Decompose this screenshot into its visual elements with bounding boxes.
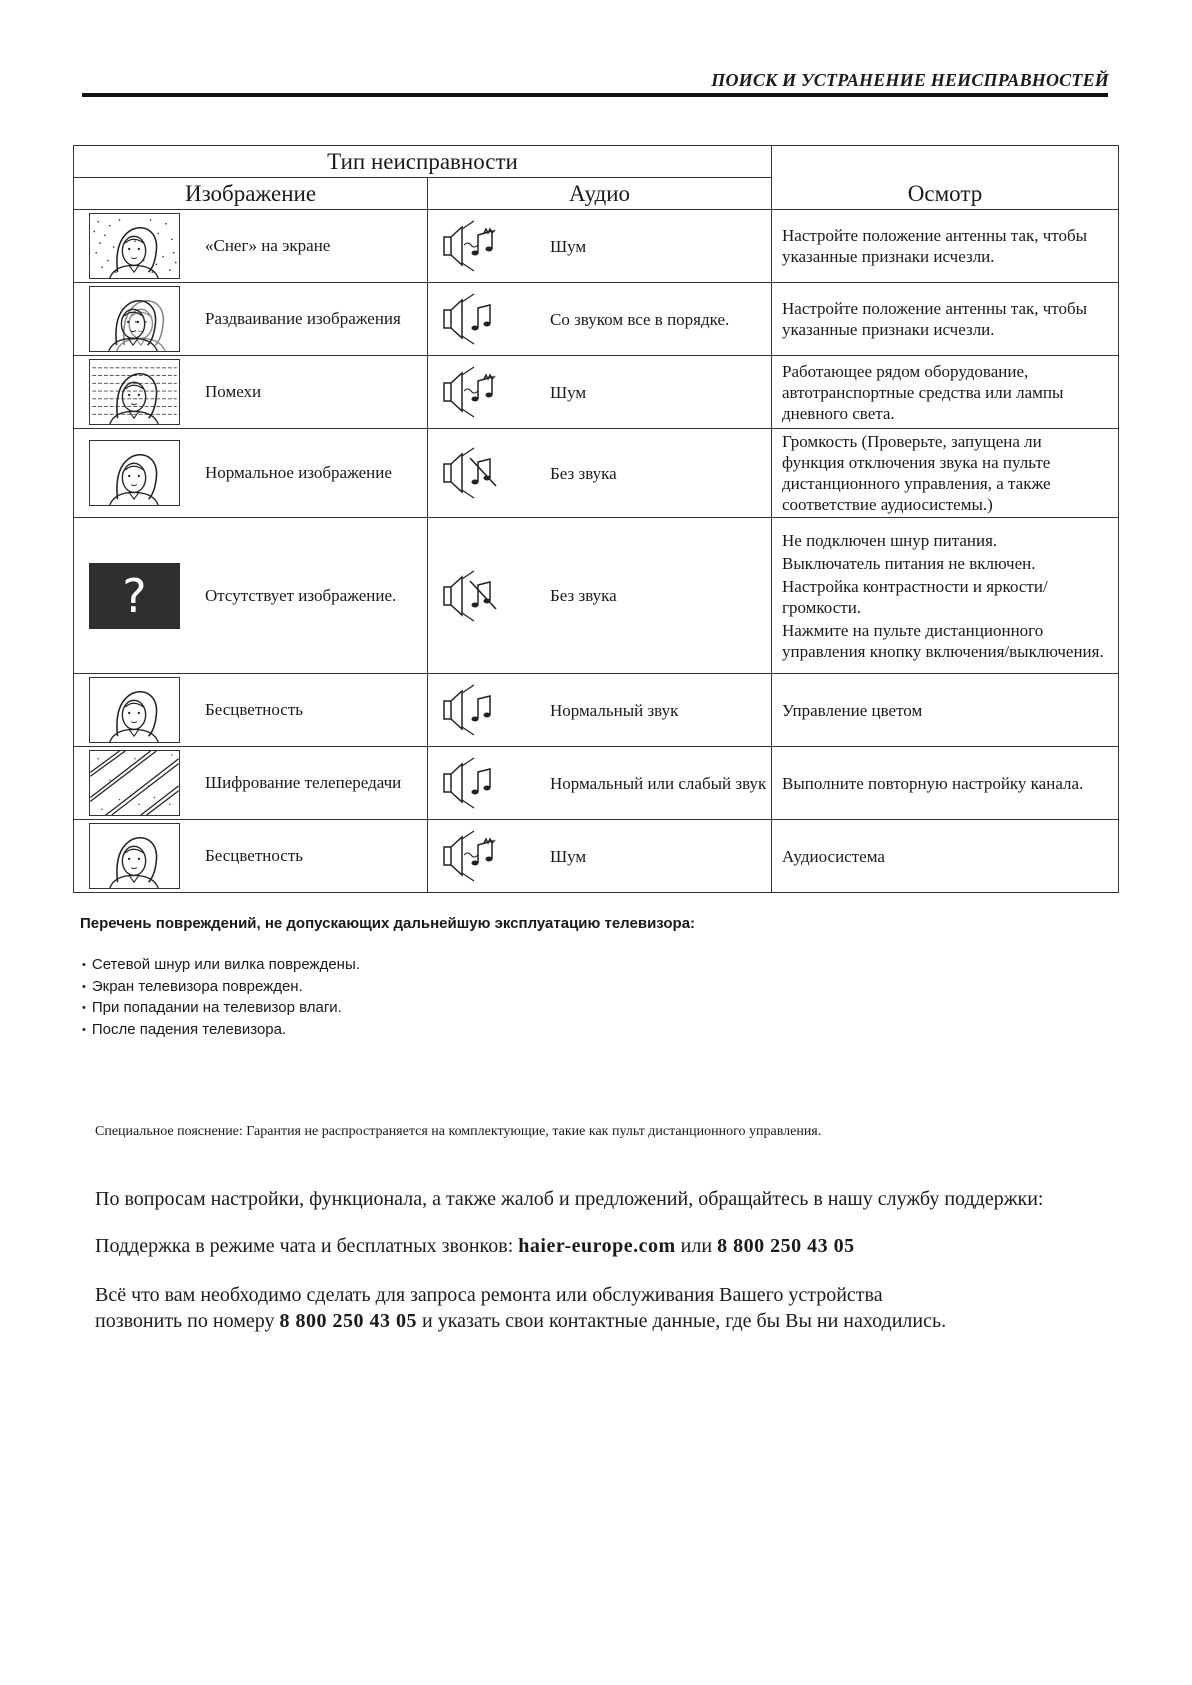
audio-symptom: Нормальный или слабый звук — [550, 773, 767, 793]
inspection-text: Настройте положение антенны так, чтобы указанные признаки исчезли. — [772, 210, 1119, 283]
inspection-text: Громкость (Проверьте, запущена ли функция отключения звука на пульте дистанционного управления, а также соответствие аудиосистемы.) — [772, 429, 1119, 518]
image-header: Изображение — [74, 178, 428, 210]
support-chat-line — [95, 1235, 855, 1258]
normal-picture-icon — [89, 440, 180, 506]
chat-prefix: Поддержка в режиме чата и бесплатных звонков: — [95, 1235, 514, 1257]
snow-screen-icon — [89, 213, 180, 279]
header-rule — [82, 93, 1108, 97]
troubleshooting-table — [73, 145, 1119, 893]
image-symptom: Шифрование телепередачи — [205, 773, 402, 792]
list-item: • После падения телевизора. — [82, 1020, 360, 1042]
audio-symptom: Шум — [550, 846, 587, 866]
inspection-text: Работающее рядом оборудование, автотранспортные средства или лампы дневного света. — [772, 356, 1119, 429]
inspection-line: Не подключен шнур питания. — [782, 530, 998, 550]
inspection-text: Выполните повторную настройку канала. — [772, 747, 1119, 820]
repair-line: Всё что вам необходимо сделать для запроса ремонта или обслуживания Вашего устройства — [95, 1284, 883, 1306]
page-title: ПОИСК И УСТРАНЕНИЕ НЕИСПРАВНОСТЕЙ — [711, 70, 1109, 90]
inspection-header: Осмотр — [772, 146, 1119, 210]
table-row — [74, 518, 1119, 674]
inspection-line: Нажмите на пульте дистанционного управления кнопку включения/выключения. — [782, 620, 1104, 661]
image-symptom: Отсутствует изображение. — [205, 585, 397, 605]
speaker-normal-icon — [440, 292, 510, 346]
speaker-normal-icon — [440, 756, 510, 810]
normal-picture-icon — [89, 677, 180, 743]
support-intro: По вопросам настройки, функционала, а также жалоб и предложений, обращайтесь в нашу службу поддержки: — [95, 1188, 1044, 1210]
table-row — [74, 356, 1119, 429]
inspection-text: Аудиосистема — [772, 820, 1119, 893]
fault-type-header: Тип неисправности — [74, 146, 772, 178]
speaker-noise-icon — [440, 829, 510, 883]
table-row — [74, 820, 1119, 893]
audio-symptom: Нормальный звук — [550, 700, 679, 720]
image-symptom: Бесцветность — [205, 700, 304, 719]
audio-symptom: Шум — [550, 382, 587, 402]
list-item: • Сетевой шнур или вилка повреждены. — [82, 955, 360, 977]
repair-prefix: позвонить по номеру — [95, 1310, 275, 1332]
speaker-noise-icon — [440, 365, 510, 419]
special-note: Специальное пояснение: Гарантия не распространяется на комплектующие, такие как пульт дистанционного управления. — [95, 1124, 822, 1139]
audio-symptom: Со звуком все в порядке. — [550, 309, 730, 329]
damage-list — [82, 955, 360, 1041]
inspection-text: Настройте положение антенны так, чтобы указанные признаки исчезли. — [772, 283, 1119, 356]
table-row — [74, 747, 1119, 820]
table-row — [74, 210, 1119, 283]
image-symptom: Помехи — [205, 382, 262, 401]
damage-list-title: Перечень повреждений, не допускающих дальнейшую эксплуатацию телевизора: — [80, 915, 696, 932]
list-item: • Экран телевизора поврежден. — [82, 977, 360, 999]
table-row — [74, 429, 1119, 518]
audio-symptom: Без звука — [550, 586, 617, 605]
inspection-line: Выключатель питания не включен. — [782, 553, 1036, 573]
speaker-normal-icon — [440, 683, 510, 737]
repair-suffix: и указать свои контактные данные, где бы Вы ни находились. — [421, 1310, 947, 1332]
audio-symptom: Без звука — [550, 463, 617, 483]
inspection-list — [772, 518, 1119, 674]
image-symptom: Бесцветность — [205, 846, 304, 865]
inspection-line: Настройка контрастности и яркости/громкости. — [782, 576, 1048, 617]
interference-icon — [89, 359, 180, 425]
repair-line-2 — [95, 1308, 946, 1334]
image-symptom: «Снег» на экране — [205, 236, 331, 255]
speaker-noise-icon — [440, 219, 510, 273]
scrambled-icon — [89, 750, 180, 816]
image-symptom: Раздваивание изображения — [205, 309, 401, 328]
audio-symptom: Шум — [550, 236, 587, 256]
table-row — [74, 283, 1119, 356]
table-row — [74, 674, 1119, 747]
repair-phone: 8 800 250 43 05 — [279, 1310, 417, 1332]
normal-picture-icon — [89, 823, 180, 889]
support-phone: 8 800 250 43 05 — [717, 1235, 855, 1257]
speaker-mute-icon — [440, 569, 510, 623]
image-symptom: Нормальное изображение — [205, 463, 392, 482]
inspection-text: Управление цветом — [772, 674, 1119, 747]
ghost-image-icon — [89, 286, 180, 352]
audio-header: Аудио — [428, 178, 772, 210]
support-website-link[interactable]: haier-europe.com — [518, 1235, 676, 1257]
speaker-mute-icon — [440, 446, 510, 500]
repair-paragraph — [95, 1282, 946, 1334]
list-item: • При попадании на телевизор влаги. — [82, 998, 360, 1020]
or-text: или — [680, 1235, 713, 1257]
no-picture-icon: ? — [89, 563, 180, 629]
